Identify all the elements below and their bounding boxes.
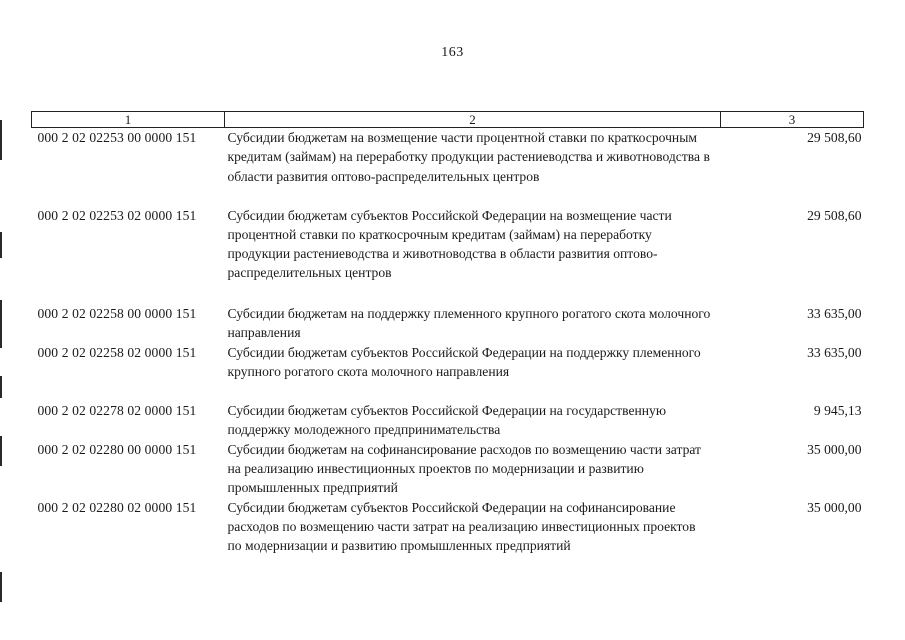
table-row bbox=[32, 304, 864, 343]
scan-edge-mark bbox=[0, 232, 2, 258]
budget-amount: 33 635,00 bbox=[807, 305, 862, 321]
budget-code: 000 2 02 02278 02 0000 151 bbox=[37, 402, 197, 418]
table-row bbox=[32, 128, 864, 206]
budget-item-name: Субсидии бюджетам на софинансирование расходов по возмещению части затрат на реализацию инвестиционных проектов по модернизации и развитию промышленных предприятий bbox=[227, 441, 701, 496]
budget-item-name: Субсидии бюджетам на поддержку племенного крупного рогатого скота молочного направления bbox=[227, 305, 711, 340]
scan-edge-mark bbox=[0, 436, 2, 466]
budget-code: 000 2 02 02253 02 0000 151 bbox=[37, 207, 197, 223]
table-row bbox=[32, 343, 864, 401]
scan-edge-mark bbox=[0, 120, 2, 160]
budget-item-name: Субсидии бюджетам субъектов Российской Федерации на софинансирование расходов по возмещению части затрат на реализацию инвестиционных проектов по модернизации и развитию промышленных предприятий bbox=[227, 499, 696, 554]
budget-item-name: Субсидии бюджетам субъектов Российской Федерации на возмещение части процентной ставки по краткосрочным кредитам (займам) на переработку продукции растениеводства и животноводства в области развития оптово-распределительных центров bbox=[227, 207, 672, 281]
column-header-name: 2 bbox=[225, 112, 721, 128]
scan-edge-mark bbox=[0, 572, 2, 602]
budget-table bbox=[31, 111, 864, 576]
column-header-amount: 3 bbox=[721, 112, 864, 128]
table-row bbox=[32, 498, 864, 576]
budget-item-name: Субсидии бюджетам субъектов Российской Федерации на государственную поддержку молодежного предпринимательства bbox=[227, 402, 666, 437]
budget-code: 000 2 02 02258 02 0000 151 bbox=[37, 344, 197, 360]
table-row bbox=[32, 401, 864, 440]
budget-code: 000 2 02 02280 00 0000 151 bbox=[37, 441, 197, 457]
budget-code: 000 2 02 02280 02 0000 151 bbox=[37, 499, 197, 515]
scan-edge-mark bbox=[0, 300, 2, 348]
budget-amount: 35 000,00 bbox=[807, 499, 862, 515]
table-row bbox=[32, 206, 864, 304]
scan-edge-mark bbox=[0, 376, 2, 398]
budget-amount: 33 635,00 bbox=[807, 344, 862, 360]
column-header-code: 1 bbox=[32, 112, 225, 128]
table-row bbox=[32, 440, 864, 498]
budget-amount: 9 945,13 bbox=[813, 402, 862, 418]
budget-amount: 29 508,60 bbox=[807, 130, 862, 145]
table-header-row bbox=[32, 112, 864, 128]
budget-item-name: Субсидии бюджетам на возмещение части процентной ставки по краткосрочным кредитам (займам) на переработку продукции растениеводства и животноводства в области развития оптово-распределительных центров bbox=[227, 130, 710, 184]
page-number: 163 bbox=[441, 45, 464, 60]
budget-item-name: Субсидии бюджетам субъектов Российской Федерации на поддержку племенного крупного рогатого скота молочного направления bbox=[227, 344, 701, 379]
budget-code: 000 2 02 02258 00 0000 151 bbox=[37, 305, 197, 321]
budget-amount: 35 000,00 bbox=[807, 441, 862, 457]
budget-code: 000 2 02 02253 00 0000 151 bbox=[37, 130, 197, 145]
budget-amount: 29 508,60 bbox=[807, 207, 862, 223]
